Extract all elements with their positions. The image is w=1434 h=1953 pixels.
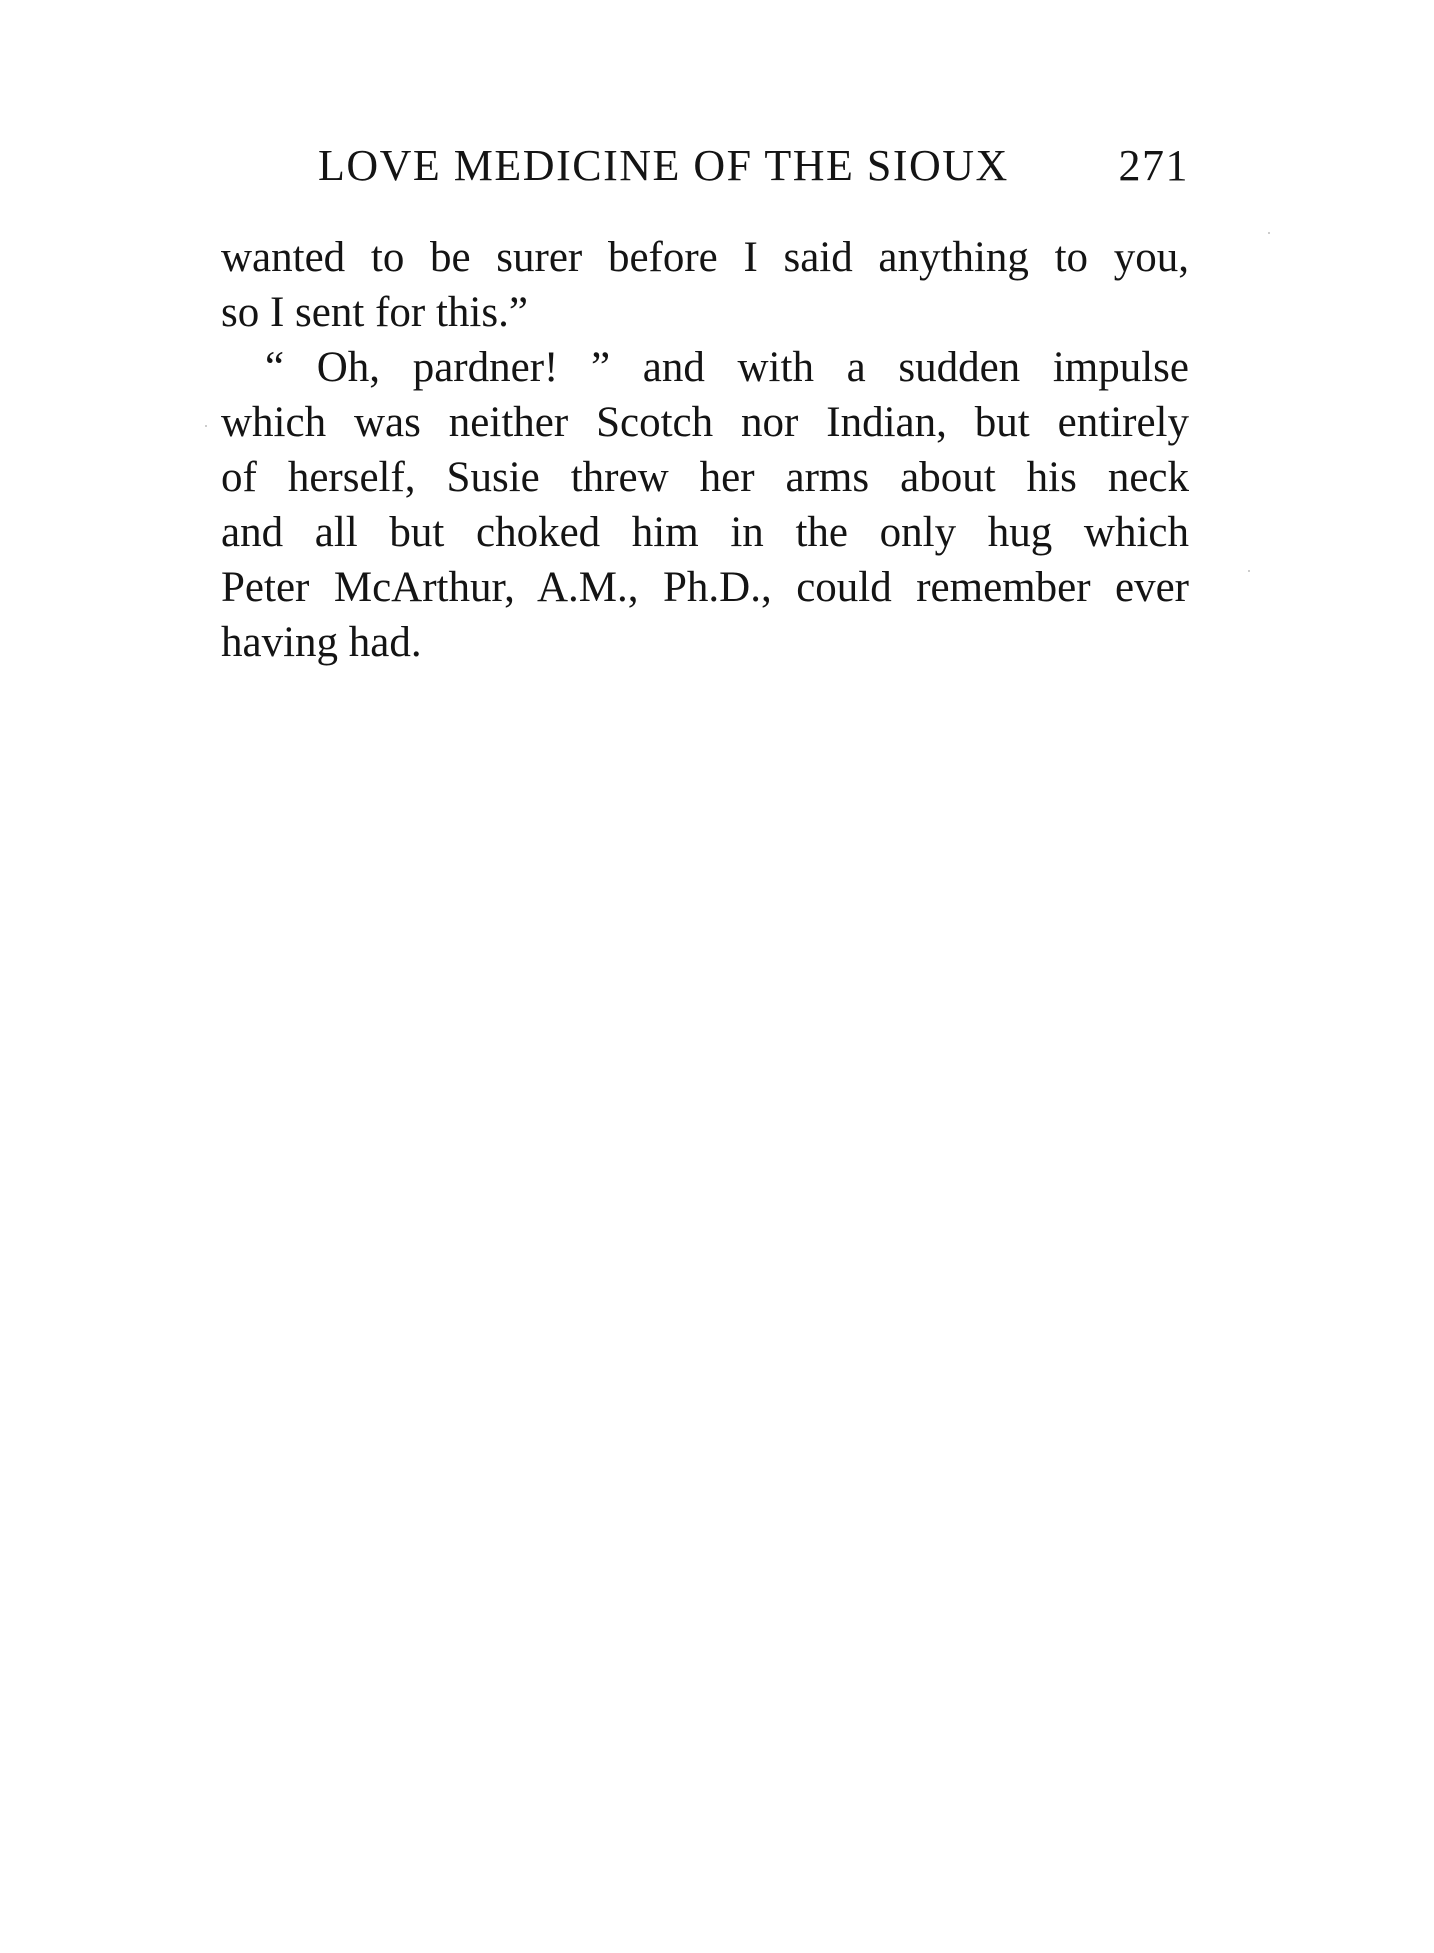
scan-speck (1248, 570, 1250, 572)
scan-speck (205, 425, 207, 427)
text-line: so I sent for this.” (221, 289, 528, 336)
text-line: of herself, Susie threw her arms about his neck (221, 454, 1189, 501)
text-line: having had. (221, 619, 422, 666)
running-title: LOVE MEDICINE OF THE SIOUX (318, 141, 1009, 190)
text-line: Peter McArthur, A.M., Ph.D., could remember ever (221, 564, 1189, 611)
text-line: which was neither Scotch nor Indian, but entirely (221, 399, 1189, 446)
text-line: and all but choked him in the only hug which (221, 509, 1189, 556)
scan-speck (1268, 232, 1270, 234)
text-line: wanted to be surer before I said anything to you, (221, 234, 1189, 281)
page-header (318, 138, 1189, 194)
text-line: “ Oh, pardner! ” and with a sudden impulse (265, 344, 1189, 391)
page-number: 271 (1118, 141, 1189, 190)
body-text (221, 230, 1189, 670)
